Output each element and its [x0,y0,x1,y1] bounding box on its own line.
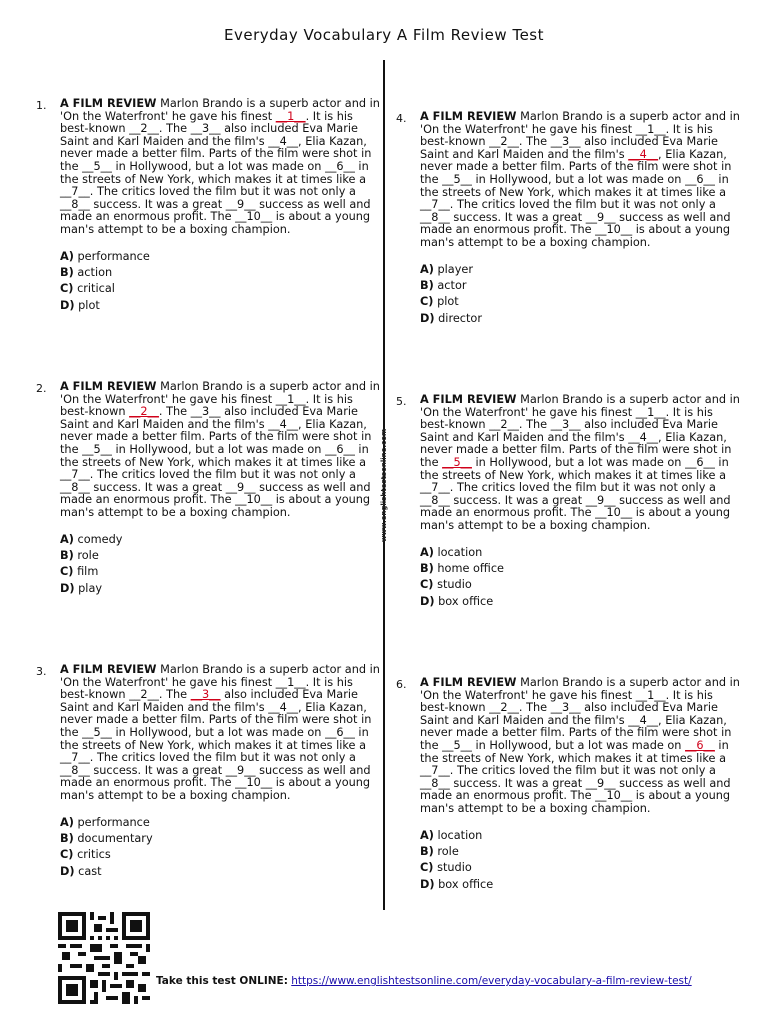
option-letter: C) [60,282,74,296]
passage-text: in the streets of New York, which makes it at times like a [420,455,729,482]
answer-option[interactable] [420,262,742,278]
blank: __6__ [325,442,355,456]
answer-option[interactable] [60,564,382,580]
passage-text: . It is his best-known [60,392,353,419]
question-number: 3. [36,665,47,678]
option-text: studio [437,578,472,592]
option-letter: B) [60,831,74,845]
option-text: director [438,311,482,325]
passage-text: . It is his best-known [60,109,353,136]
passage-text: in Hollywood, but a lot was made on [111,725,326,739]
blank: __1__ [635,405,666,419]
option-text: studio [437,861,472,875]
answer-option[interactable] [60,831,382,847]
blank: __10__ [595,789,633,803]
option-letter: A) [420,545,434,559]
blank: __6__ [325,725,355,739]
passage-text: in the streets of New York, which makes it at times like a [60,159,369,186]
vertical-website-text: www.englishtestsonline.com [380,428,388,542]
option-letter: D) [420,311,435,325]
blank: __2__ [489,418,519,432]
blank: __7__ [60,751,90,765]
option-letter: C) [420,295,434,309]
passage-text: success. It was a great [89,197,226,211]
option-letter: A) [420,262,434,276]
passage-text: . The [158,122,191,136]
passage-text: is about a young man's attempt to be a boxing champion. [420,506,731,532]
option-letter: B) [420,561,434,575]
passage-text: also included Eva Marie Saint and Karl Maiden and the film's [420,135,718,161]
active-blank: __4__ [628,147,659,161]
answer-option[interactable] [60,249,382,265]
passage-text: is about a young man's attempt to be a boxing champion. [60,210,371,236]
blank: __5__ [82,725,112,739]
blank: __9__ [225,480,256,494]
passage-text: , Elia Kazan, never made a better film. Parts of the film were shot in the [60,700,372,739]
passage-text: . The [518,701,551,715]
passage-text: also included Eva Marie Saint and Karl Maiden and the film's [60,688,358,714]
option-text: role [77,548,99,562]
blank: __3__ [550,135,581,149]
passage-text: in Hollywood, but a lot was made on [471,172,686,186]
blank: __10__ [595,223,633,237]
blank: __10__ [595,506,633,520]
answer-option[interactable] [420,828,742,844]
option-letter: B) [420,278,434,292]
passage-text: . The [158,688,191,702]
passage-text: in Hollywood, but a lot was made on [471,455,686,469]
answer-option[interactable] [60,847,382,863]
blank: __1__ [635,688,666,702]
passage-text: , Elia Kazan, never made a better film. Parts of the film were shot in the [420,713,732,752]
passage-text: Marlon Brando is a superb actor and in 'On the Waterfront' he gave his finest [60,97,380,123]
option-text: location [437,828,483,842]
blank: __9__ [585,493,616,507]
option-text: play [78,581,103,595]
answer-option[interactable] [60,281,382,297]
blank: __5__ [442,172,472,186]
passage-text: success. It was a great [449,776,586,790]
blank: __1__ [275,675,306,689]
passage-text: Marlon Brando is a superb actor and in 'On the Waterfront' he gave his finest [420,110,740,136]
passage-text: is about a young man's attempt to be a boxing champion. [420,789,731,815]
passage-text: in Hollywood, but a lot was made on [111,442,326,456]
blank: __8__ [420,210,450,224]
footer-online [156,975,692,987]
passage-text: success. It was a great [89,763,226,777]
passage-text: success as well and made an enormous profit. The [60,197,371,224]
blank: __10__ [235,493,273,507]
answer-option[interactable] [420,278,742,294]
blank: __4__ [268,700,299,714]
option-letter: A) [60,532,74,546]
answer-option[interactable] [420,594,742,610]
passage-text: . The [158,405,191,419]
passage-text: also included Eva Marie Saint and Karl Maiden and the film's [60,405,358,431]
answer-option[interactable] [60,265,382,281]
blank: __6__ [685,455,715,469]
blank: __7__ [420,198,450,212]
qr-code[interactable] [58,912,150,1004]
passage-text: success as well and made an enormous profit. The [420,776,731,803]
answer-option[interactable] [60,532,382,548]
passage-text: . The critics loved the film but it was not only a [89,751,356,765]
active-blank: __5__ [442,455,472,469]
options-list [420,828,742,894]
blank: __9__ [585,210,616,224]
option-letter: D) [60,298,75,312]
question-5 [396,393,742,610]
option-letter: D) [60,864,75,878]
blank: __4__ [268,134,299,148]
blank: __4__ [268,417,299,431]
option-letter: A) [60,249,74,263]
option-text: role [437,844,459,858]
blank: __2__ [129,122,159,136]
passage-text: . The critics loved the film but it was not only a [89,468,356,482]
option-text: documentary [77,831,153,845]
passage-text: success as well and made an enormous profit. The [420,210,731,237]
blank: __8__ [420,776,450,790]
passage-text: . It is his best-known [420,122,713,149]
question-number: 2. [36,382,47,395]
option-text: cast [78,864,102,878]
passage-text: in the streets of New York, which makes it at times like a [420,172,729,199]
options-list [60,249,382,315]
answer-option[interactable] [420,294,742,310]
option-text: home office [437,561,504,575]
blank: __8__ [420,493,450,507]
passage-text: . It is his best-known [60,675,353,702]
active-blank: __6__ [685,738,715,752]
passage-text: . The critics loved the film but it was not only a [449,481,716,495]
blank: __10__ [235,776,273,790]
active-blank: __1__ [275,109,306,123]
question-6 [396,676,742,893]
blank: __9__ [225,197,256,211]
blank: __5__ [442,738,472,752]
option-text: performance [77,815,150,829]
blank: __2__ [489,701,519,715]
blank: __1__ [635,122,666,136]
option-letter: C) [420,861,434,875]
option-letter: C) [420,578,434,592]
option-letter: B) [420,844,434,858]
answer-option[interactable] [60,581,382,597]
blank: __7__ [420,481,450,495]
question-1 [36,97,382,314]
passage-text: success. It was a great [89,480,226,494]
blank: __8__ [60,763,90,777]
passage-text: , Elia Kazan, never made a better film. Parts of the film were shot in the [60,417,372,456]
passage-text: is about a young man's attempt to be a boxing champion. [420,223,731,249]
option-text: comedy [77,532,123,546]
question-passage [420,677,742,816]
option-letter: D) [420,877,435,891]
footer-url-link[interactable]: https://www.englishtestsonline.com/everyday-vocabulary-a-film-review-test/ [291,975,692,987]
passage-text: . The critics loved the film but it was not only a [449,764,716,778]
question-2 [36,380,382,597]
passage-lead: A FILM REVIEW [420,676,517,689]
footer-label: Take this test ONLINE: [156,975,288,987]
answer-option[interactable] [60,815,382,831]
passage-text: in Hollywood, but a lot was made on [471,738,686,752]
blank: __6__ [325,159,355,173]
passage-lead: A FILM REVIEW [60,663,157,676]
passage-text: . The [518,135,551,149]
passage-lead: A FILM REVIEW [60,97,157,110]
blank: __4__ [628,713,659,727]
passage-text: in the streets of New York, which makes it at times like a [60,725,369,752]
answer-option[interactable] [420,844,742,860]
options-list [420,262,742,328]
passage-text: . The critics loved the film but it was not only a [449,198,716,212]
question-passage [60,381,382,520]
passage-text: also included Eva Marie Saint and Karl Maiden and the film's [420,701,718,727]
page-title: Everyday Vocabulary A Film Review Test [223,26,544,44]
passage-text: in Hollywood, but a lot was made on [111,159,326,173]
answer-option[interactable] [420,561,742,577]
option-text: critics [77,848,111,862]
passage-text: , Elia Kazan, never made a better film. Parts of the film were shot in the [420,430,732,469]
passage-text: is about a young man's attempt to be a boxing champion. [60,776,371,802]
passage-text: success. It was a great [449,210,586,224]
option-text: plot [78,298,100,312]
passage-text: , Elia Kazan, never made a better film. Parts of the film were shot in the [60,134,372,173]
passage-text: . The critics loved the film but it was not only a [89,185,356,199]
option-letter: B) [60,548,74,562]
blank: __2__ [129,688,159,702]
question-3 [36,663,382,880]
blank: __3__ [550,418,581,432]
option-text: plot [437,295,459,309]
question-passage [60,664,382,803]
option-text: film [77,565,99,579]
passage-text: success as well and made an enormous profit. The [60,763,371,790]
passage-text: Marlon Brando is a superb actor and in 'On the Waterfront' he gave his finest [420,393,740,419]
answer-option[interactable] [420,577,742,593]
question-number: 4. [396,112,407,125]
option-letter: C) [60,565,74,579]
options-list [60,815,382,881]
blank: __10__ [235,210,273,224]
option-text: box office [438,594,494,608]
active-blank: __3__ [190,688,221,702]
question-number: 5. [396,395,407,408]
blank: __7__ [60,185,90,199]
blank: __7__ [60,468,90,482]
blank: __5__ [82,159,112,173]
blank: __8__ [60,197,90,211]
question-passage [420,111,742,250]
answer-option[interactable] [60,864,382,880]
option-text: location [437,545,483,559]
question-passage [420,394,742,533]
answer-option[interactable] [420,860,742,876]
passage-text: success as well and made an enormous profit. The [60,480,371,507]
passage-text: in the streets of New York, which makes it at times like a [420,738,729,765]
passage-text: in the streets of New York, which makes it at times like a [60,442,369,469]
blank: __9__ [225,763,256,777]
active-blank: __2__ [129,405,159,419]
blank: __3__ [190,122,221,136]
option-letter: D) [60,581,75,595]
option-letter: A) [60,815,74,829]
passage-text: success. It was a great [449,493,586,507]
options-list [420,545,742,611]
blank: __6__ [685,172,715,186]
passage-text: also included Eva Marie Saint and Karl Maiden and the film's [60,122,358,148]
blank: __9__ [585,776,616,790]
passage-lead: A FILM REVIEW [420,110,517,123]
passage-text: . It is his best-known [420,405,713,432]
option-text: critical [77,282,115,296]
blank: __1__ [275,392,306,406]
question-number: 6. [396,678,407,691]
blank: __7__ [420,764,450,778]
question-number: 1. [36,99,47,112]
passage-text: . The [518,418,551,432]
question-passage [60,98,382,237]
answer-option[interactable] [420,877,742,893]
blank: __3__ [190,405,221,419]
option-text: performance [77,249,150,263]
passage-text: Marlon Brando is a superb actor and in 'On the Waterfront' he gave his finest [60,663,380,689]
option-letter: C) [60,848,74,862]
question-4 [396,110,742,327]
passage-text: , Elia Kazan, never made a better film. Parts of the film were shot in the [420,147,732,186]
blank: __5__ [82,442,112,456]
passage-lead: A FILM REVIEW [420,393,517,406]
answer-option[interactable] [60,298,382,314]
answer-option[interactable] [420,311,742,327]
option-text: player [437,262,474,276]
blank: __2__ [489,135,519,149]
passage-text: Marlon Brando is a superb actor and in 'On the Waterfront' he gave his finest [60,380,380,406]
option-text: action [77,265,113,279]
passage-text: . It is his best-known [420,688,713,715]
option-letter: A) [420,828,434,842]
blank: __3__ [550,701,581,715]
options-list [60,532,382,598]
blank: __4__ [628,430,659,444]
passage-text: also included Eva Marie Saint and Karl Maiden and the film's [420,418,718,444]
passage-text: success as well and made an enormous profit. The [420,493,731,520]
option-text: actor [437,278,467,292]
option-letter: B) [60,265,74,279]
answer-option[interactable] [420,545,742,561]
passage-lead: A FILM REVIEW [60,380,157,393]
blank: __8__ [60,480,90,494]
answer-option[interactable] [60,548,382,564]
passage-text: Marlon Brando is a superb actor and in 'On the Waterfront' he gave his finest [420,676,740,702]
option-letter: D) [420,594,435,608]
option-text: box office [438,877,494,891]
passage-text: is about a young man's attempt to be a boxing champion. [60,493,371,519]
